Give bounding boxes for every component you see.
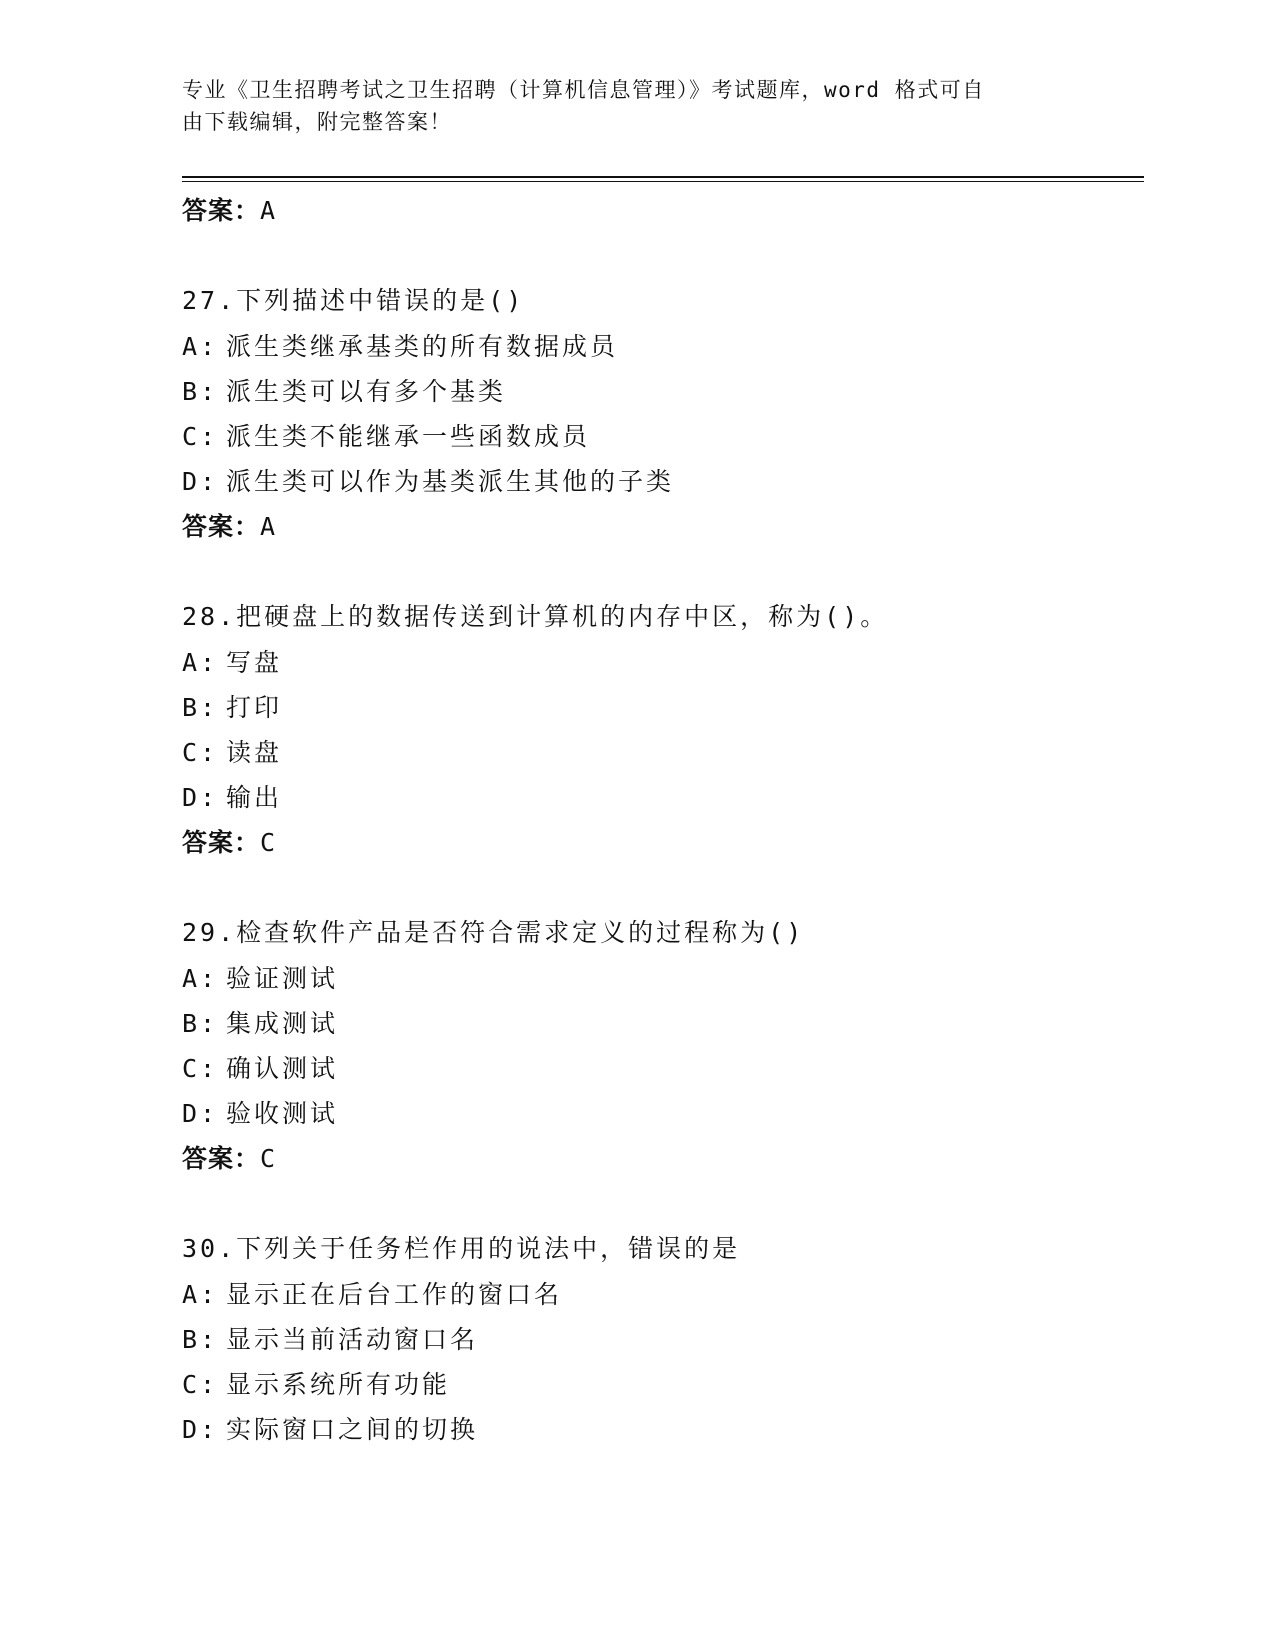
- option-text: 写盘: [226, 648, 283, 677]
- option-text: 显示正在后台工作的窗口名: [226, 1280, 563, 1309]
- option-key: A:: [182, 964, 219, 993]
- question-stem: 29.检查软件产品是否符合需求定义的过程称为(): [182, 918, 805, 947]
- option-text: 验收测试: [226, 1099, 339, 1128]
- option-d: [182, 1407, 1142, 1452]
- option-c: [182, 1046, 1142, 1091]
- answer-label: 答案：: [182, 196, 261, 225]
- answer-line: [182, 504, 1142, 550]
- option-b: [182, 369, 1142, 414]
- header-note-line-2: 由下载编辑，附完整答案！: [182, 110, 452, 134]
- option-key: D:: [182, 1099, 219, 1128]
- option-c: [182, 1362, 1142, 1407]
- option-d: [182, 459, 1142, 504]
- spacer: [182, 234, 1142, 278]
- answer-label: 答案：: [182, 828, 261, 857]
- option-text: 打印: [226, 693, 283, 722]
- option-key: B:: [182, 1009, 219, 1038]
- option-text: 集成测试: [226, 1009, 339, 1038]
- option-key: B:: [182, 1325, 219, 1354]
- option-key: A:: [182, 332, 219, 361]
- option-key: A:: [182, 648, 219, 677]
- answer-value: A: [260, 512, 277, 541]
- option-key: B:: [182, 693, 219, 722]
- option-d: [182, 1091, 1142, 1136]
- option-b: [182, 685, 1142, 730]
- option-key: D:: [182, 1415, 219, 1444]
- option-key: D:: [182, 783, 219, 812]
- option-a: [182, 1272, 1142, 1317]
- spacer: [182, 550, 1142, 594]
- option-key: C:: [182, 1370, 219, 1399]
- answer-line: [182, 188, 1142, 234]
- option-text: 实际窗口之间的切换: [226, 1415, 479, 1444]
- option-key: C:: [182, 738, 219, 767]
- header-divider-thick: [182, 176, 1144, 178]
- option-key: B:: [182, 377, 219, 406]
- question-stem: 27.下列描述中错误的是(): [182, 286, 525, 315]
- option-b: [182, 1001, 1142, 1046]
- question-stem: 30.下列关于任务栏作用的说法中，错误的是: [182, 1234, 741, 1263]
- option-a: [182, 640, 1142, 685]
- option-c: [182, 730, 1142, 775]
- option-a: [182, 956, 1142, 1001]
- option-text: 派生类可以作为基类派生其他的子类: [226, 467, 675, 496]
- answer-label: 答案：: [182, 512, 261, 541]
- question-block: [182, 278, 1142, 550]
- option-text: 派生类不能继承一些函数成员: [226, 422, 591, 451]
- answer-value: C: [260, 828, 277, 857]
- option-c: [182, 414, 1142, 459]
- question-block: [182, 1226, 1142, 1452]
- option-key: A:: [182, 1280, 219, 1309]
- option-text: 派生类继承基类的所有数据成员: [226, 332, 619, 361]
- header-divider-thin: [182, 181, 1144, 182]
- option-text: 读盘: [226, 738, 283, 767]
- spacer: [182, 866, 1142, 910]
- header-note: [182, 74, 1042, 138]
- option-d: [182, 775, 1142, 820]
- option-text: 输出: [226, 783, 283, 812]
- header-note-line-1: 专业《卫生招聘考试之卫生招聘（计算机信息管理）》考试题库，word 格式可自: [182, 78, 985, 102]
- option-text: 显示当前活动窗口名: [226, 1325, 479, 1354]
- spacer: [182, 1182, 1142, 1226]
- option-key: C:: [182, 422, 219, 451]
- question-block: [182, 594, 1142, 866]
- answer-value: A: [260, 196, 277, 225]
- answer-line: [182, 1136, 1142, 1182]
- option-text: 确认测试: [226, 1054, 339, 1083]
- option-key: C:: [182, 1054, 219, 1083]
- option-text: 派生类可以有多个基类: [226, 377, 507, 406]
- answer-value: C: [260, 1144, 277, 1173]
- question-list: [182, 188, 1142, 1452]
- answer-label: 答案：: [182, 1144, 261, 1173]
- option-key: D:: [182, 467, 219, 496]
- answer-line: [182, 820, 1142, 866]
- option-b: [182, 1317, 1142, 1362]
- question-stem: 28.把硬盘上的数据传送到计算机的内存中区，称为()。: [182, 602, 889, 631]
- option-text: 验证测试: [226, 964, 339, 993]
- option-a: [182, 324, 1142, 369]
- question-block: [182, 910, 1142, 1182]
- option-text: 显示系统所有功能: [226, 1370, 451, 1399]
